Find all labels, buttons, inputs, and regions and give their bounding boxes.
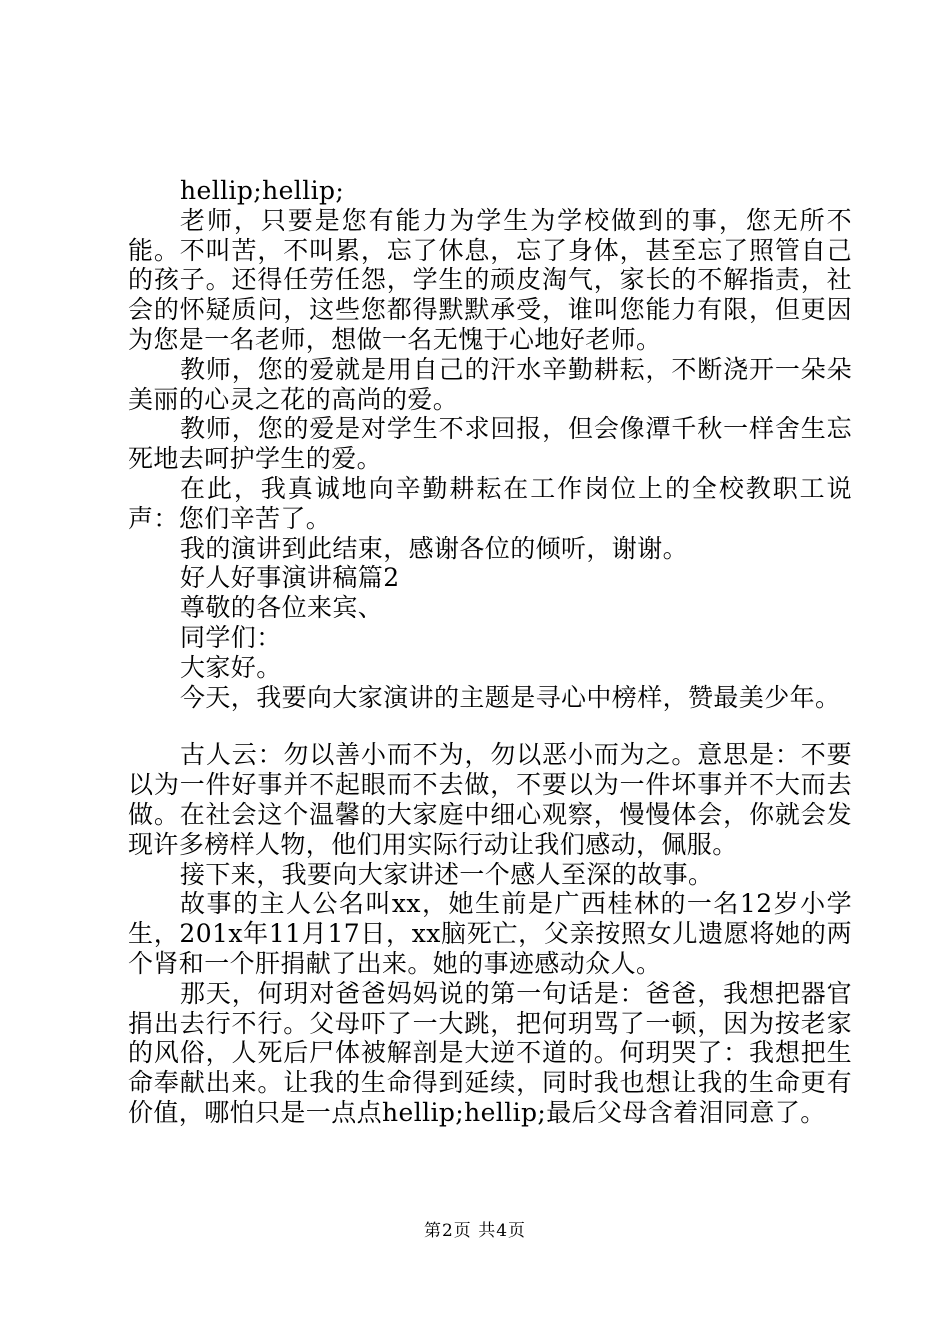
paragraph: 我的演讲到此结束，感谢各位的倾听，谢谢。: [180, 533, 689, 563]
paragraph: 教师，您的爱是对学生不求回报，但会像潭千秋一样舍生忘死地去呵护学生的爱。: [128, 414, 852, 474]
paragraph: 那天，何玥对爸爸妈妈说的第一句话是：爸爸，我想把器官捐出去行不行。父母吓了一大跳，把何玥骂了一顿，因为按老家的风俗，人死后尸体被解剖是大逆不道的。何玥哭了：我想把生命奉献出来。让我的生命得到延续，同时我也想让我的生命更有价值，哪怕只是一点点hellip;hellip;最后父母含着泪同意了。: [128, 978, 852, 1127]
paragraph: 古人云：勿以善小而不为，勿以恶小而为之。意思是：不要以为一件好事并不起眼而不去做，不要以为一件坏事并不大而去做。在社会这个温馨的大家庭中细心观察，慢慢体会，你就会发现许多榜样人物，他们用实际行动让我们感动，佩服。: [128, 740, 852, 859]
paragraph: hellip;hellip;: [180, 176, 345, 205]
paragraph: 教师，您的爱就是用自己的汗水辛勤耕耘，不断浇开一朵朵美丽的心灵之花的高尚的爱。: [128, 354, 852, 414]
paragraph: 故事的主人公名叫xx，她生前是广西桂林的一名12岁小学生，201x年11月17日，xx脑死亡，父亲按照女儿遗愿将她的两个肾和一个肝捐献了出来。她的事迹感动众人。: [128, 889, 852, 978]
paragraph: 在此，我真诚地向辛勤耕耘在工作岗位上的全校教职工说声：您们辛苦了。: [128, 473, 852, 533]
paragraph: 老师，只要是您有能力为学生为学校做到的事，您无所不能。不叫苦，不叫累，忘了休息，忘了身体，甚至忘了照管自己的孩子。还得任劳任怨，学生的顽皮淘气，家长的不解指责，社会的怀疑质问，这些您都得默默承受，谁叫您能力有限，但更因为您是一名老师，想做一名无愧于心地好老师。: [128, 205, 852, 354]
salutation: 同学们：: [180, 622, 282, 652]
salutation: 尊敬的各位来宾、: [180, 593, 384, 623]
paragraph: 接下来，我要向大家讲述一个感人至深的故事。: [180, 859, 714, 889]
greeting: 大家好。: [180, 652, 282, 682]
section-heading: 好人好事演讲稿篇2: [180, 563, 400, 593]
document-body: [128, 176, 852, 1128]
paragraph: 今天，我要向大家演讲的主题是寻心中榜样，赞最美少年。: [180, 682, 841, 712]
paragraph-gap: [128, 712, 852, 740]
page-footer: 第2页 共4页: [423, 1221, 527, 1241]
